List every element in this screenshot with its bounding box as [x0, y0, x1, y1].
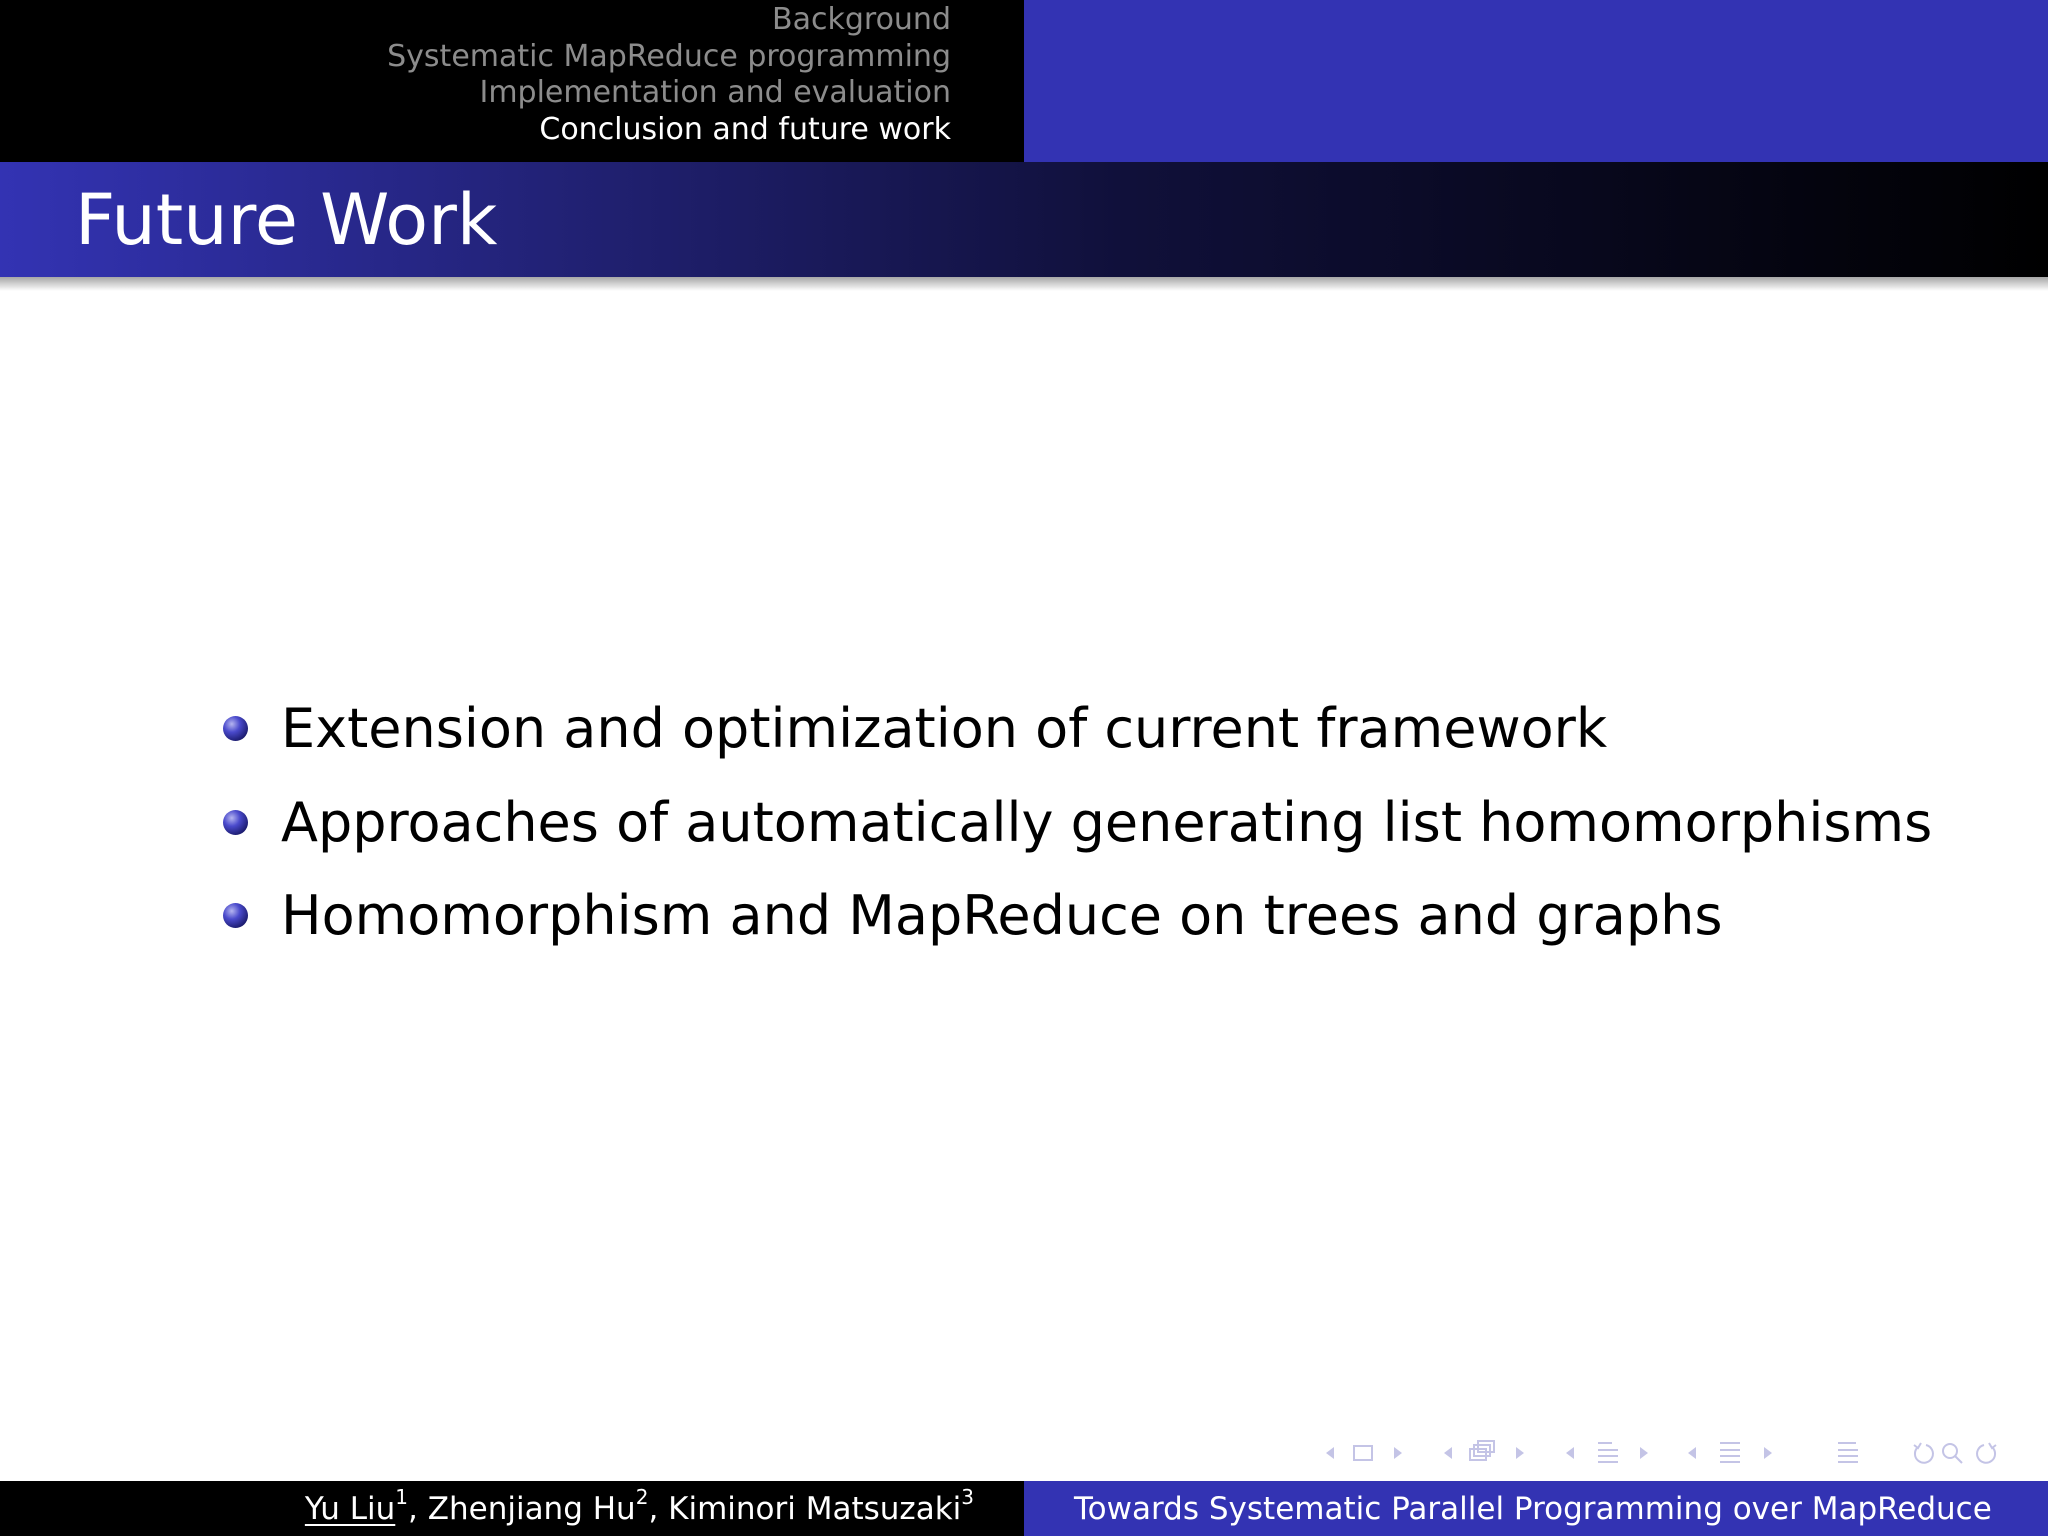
- frame-title: Future Work: [75, 179, 498, 261]
- author-affiliation: 3: [961, 1484, 974, 1509]
- list-item: [220, 869, 1932, 963]
- footer-authors: [0, 1481, 1024, 1536]
- bullet-text: Approaches of automatically generating list homomorphisms: [281, 790, 1933, 854]
- author-affiliation: 1: [395, 1484, 409, 1509]
- bullet-ball-icon: [223, 716, 248, 741]
- title-bar-shadow: [0, 277, 2048, 291]
- footer: [0, 1481, 2048, 1536]
- author-affiliation: 2: [635, 1484, 649, 1509]
- bullet-list: [220, 682, 1932, 963]
- nav-section-background[interactable]: Background: [772, 2, 951, 37]
- bullet-ball-icon: [223, 903, 248, 928]
- subsection-nav-icon[interactable]: [1566, 1443, 1648, 1462]
- nav-section-implementation[interactable]: Implementation and evaluation: [479, 75, 951, 110]
- author-name: Kiminori Matsuzaki: [668, 1490, 962, 1527]
- header: [0, 0, 2048, 162]
- author-3: [668, 1484, 974, 1527]
- nav-section-conclusion[interactable]: Conclusion and future work: [539, 111, 951, 147]
- bullet-ball-icon: [223, 810, 248, 835]
- section-nav-icon[interactable]: [1688, 1443, 1772, 1462]
- nav-section-systematic-mapreduce[interactable]: Systematic MapReduce programming: [387, 38, 951, 74]
- author-2: [427, 1484, 649, 1527]
- document-nav-icon[interactable]: [1838, 1443, 1858, 1462]
- navigation-symbols: [1310, 1433, 2040, 1473]
- slide-nav-icon[interactable]: [1326, 1446, 1402, 1460]
- search-icon[interactable]: [1914, 1443, 1996, 1463]
- footer-talk-title: Towards Systematic Parallel Programming over MapReduce: [1024, 1481, 2048, 1536]
- author-name: Zhenjiang Hu: [427, 1490, 636, 1527]
- author-1: [304, 1484, 409, 1527]
- header-right-panel: [1024, 0, 2048, 162]
- author-separator: ,: [648, 1490, 669, 1527]
- bullet-text: Extension and optimization of current framework: [281, 697, 1608, 761]
- author-separator: ,: [408, 1490, 428, 1527]
- author-name: Yu Liu: [304, 1490, 396, 1527]
- list-item: [220, 776, 1932, 870]
- section-navigation: [0, 0, 1024, 162]
- list-item: [220, 682, 1932, 776]
- frame-nav-icon[interactable]: [1444, 1441, 1524, 1460]
- bullet-text: Homomorphism and MapReduce on trees and graphs: [281, 884, 1723, 948]
